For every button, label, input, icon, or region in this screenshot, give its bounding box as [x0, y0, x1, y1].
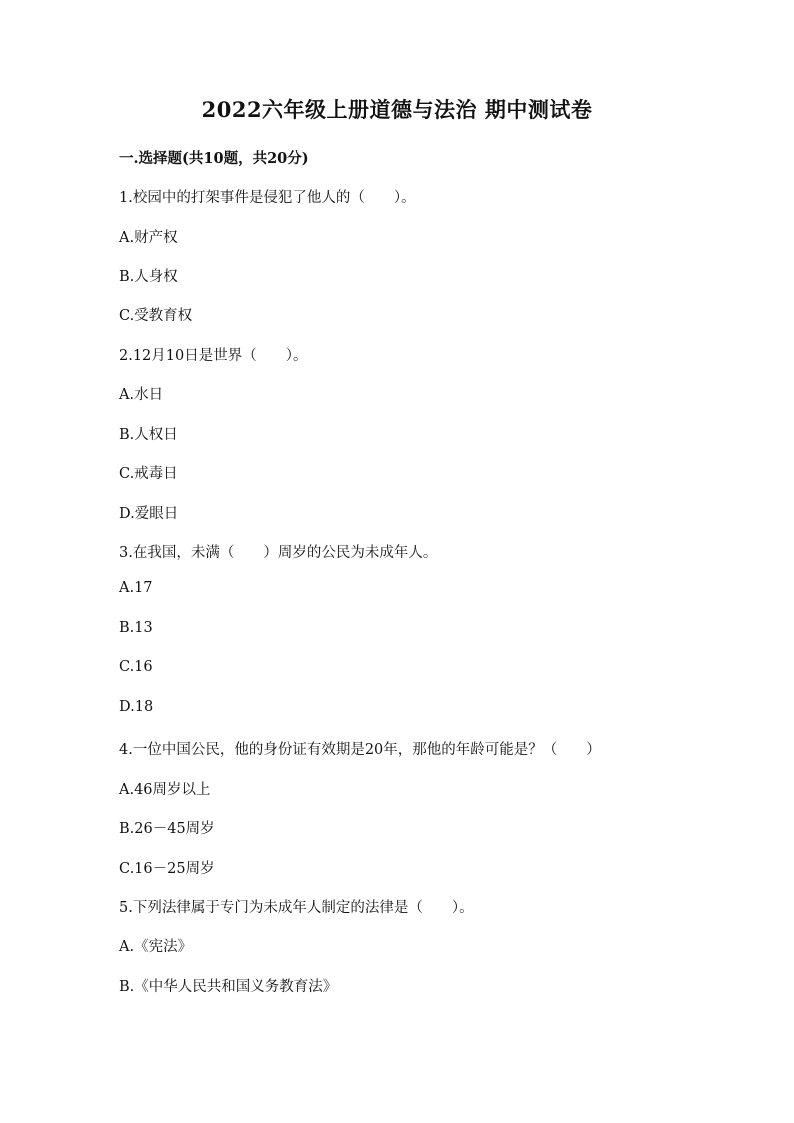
question-option: B.人权日	[119, 427, 178, 443]
question-stem: 2.12月10日是世界（ ）。	[119, 348, 308, 364]
question-option: A.财产权	[119, 230, 178, 246]
question-stem: 1.校园中的打架事件是侵犯了他人的（ ）。	[119, 190, 416, 206]
question-option: C.戒毒日	[119, 466, 178, 482]
question-stem: 3.在我国，未满（ ）周岁的公民为未成年人。	[119, 545, 438, 561]
question-option: B.人身权	[119, 269, 178, 285]
question-stem: 5.下列法律属于专门为未成年人制定的法律是（ ）。	[119, 900, 474, 916]
question-option: C.16－25周岁	[119, 861, 215, 877]
question-option: A.17	[119, 580, 153, 596]
question-option: C.16	[119, 659, 153, 675]
question-option: A.水日	[119, 387, 164, 403]
document-title: 2022六年级上册道德与法治 期中测试卷	[201, 97, 593, 122]
question-option: D.爱眼日	[119, 506, 179, 522]
question-option: D.18	[119, 699, 154, 715]
question-option: A.46周岁以上	[119, 782, 211, 798]
question-option: B.26－45周岁	[119, 821, 215, 837]
question-option: B.13	[119, 620, 153, 636]
section-heading: 一.选择题(共10题，共20分)	[119, 150, 309, 167]
question-option: B.《中华人民共和国义务教育法》	[119, 979, 338, 995]
question-option: C.受教育权	[119, 308, 193, 324]
question-stem: 4.一位中国公民，他的身份证有效期是20年，那他的年龄可能是？（ ）	[119, 742, 601, 758]
question-option: A.《宪法》	[119, 939, 193, 955]
